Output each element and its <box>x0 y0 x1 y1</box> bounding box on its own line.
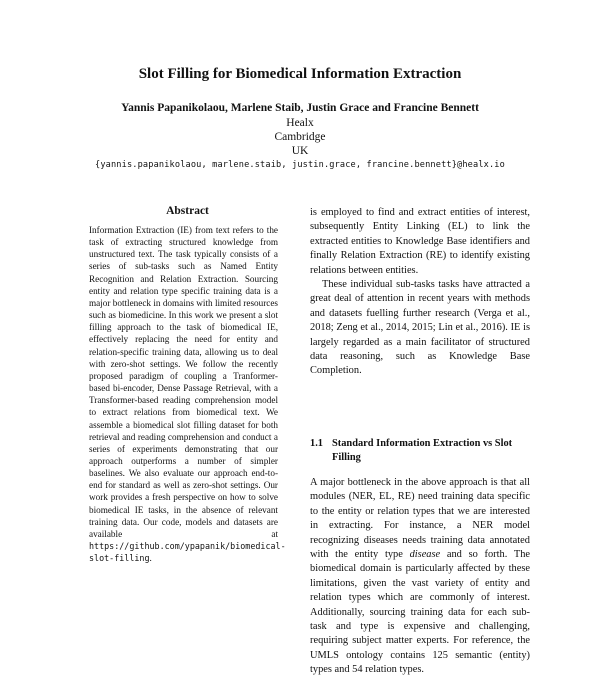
abstract-heading: Abstract <box>166 205 209 217</box>
section-title-line2: Filling <box>332 452 361 464</box>
entity-type-term: disease <box>409 549 441 561</box>
bottleneck-paragraph <box>310 476 530 678</box>
affiliation-country: UK <box>291 145 309 157</box>
affiliation-city: Cambridge <box>274 131 326 143</box>
code-url-link[interactable]: https://github.com/ypapanik/biomedical-slot-filling <box>89 541 286 564</box>
section-heading-1-1 <box>310 437 535 466</box>
intro-paragraph-continued: is employed to find and extract entities of interest, subsequently Entity Linking (EL) to link the extracted entities to Knowledge Base identifiers and finally Relation Extraction (RE) to identify existing relations between entities. <box>310 207 530 276</box>
section-title-line1: Standard Information Extraction vs Slot <box>332 438 513 449</box>
paper-title: Slot Filling for Biomedical Information Extraction <box>138 66 462 82</box>
bottleneck-text-a: A major bottleneck in the above approach is that all modules (NER, EL, RE) need training data specific to the entity or relation types that we are interested in extracting. For instance, a NER model recognizing diseases needs training data annotated with the entity type <box>310 477 530 561</box>
abstract-body <box>89 224 286 564</box>
affiliation-org: Healx <box>286 117 314 129</box>
intro-paragraph-subtasks: These individual sub-tasks tasks have attracted a great deal of attention in recent years with methods and datasets fuelling further research (Verga et al., 2018; Zeng et al., 2014, 2015; Lin et al., 2016). IE is largely regarded as a main facilitator of structured data reasoning, such as Knowledge Base Completion. <box>310 279 530 377</box>
abstract-text: Information Extraction (IE) from text refers to the task of extracting structured knowledge from unstructured text. The task typically consists of a series of sub-tasks such as Named Entity Recognition and Relation Extraction. Sourcing entity and relation type specific training data is a major bottleneck in domains with limited resources such as biomedicine. In this work we present a slot filling approach to the task of biomedical IE, effectively replacing the need for entity and relation-specific training data, allowing us to deal with zero-shot settings. We follow the recently proposed paradigm of coupling a Tranformer-based bi-encoder, Dense Passage Retrieval, with a Transformer-based reading comprehension model to extract relations from biomedical text. We assemble a biomedical slot filling dataset for both retrieval and reading comprehension and conduct a series of experiments demonstrating that our approach outperforms a number of simpler baselines. We also evaluate our approach end-to-end for standard as well as zero-shot settings. Our work provides a fresh perspective on how to solve biomedical IE tasks, in the absence of relevant training data. Our code, models and datasets are available at <box>89 225 278 539</box>
section-number: 1.1 <box>310 438 323 449</box>
author-emails: {yannis.papanikolaou, marlene.staib, justin.grace, francine.bennett}@healx.io <box>95 160 505 170</box>
abstract-end: . <box>149 553 152 564</box>
bottleneck-text-b: and so forth. The biomedical domain is particularly affected by these limitations, given the vast variety of entity and relation types which are commonly of interest. Additionally, sourcing training data for each sub-task and type is expensive and challenging, requiring subject matter experts. For reference, the UMLS ontology contains 125 semantic (entity) types and 54 relation types. <box>310 549 530 676</box>
author-list: Yannis Papanikolaou, Marlene Staib, Justin Grace and Francine Bennett <box>121 102 479 114</box>
